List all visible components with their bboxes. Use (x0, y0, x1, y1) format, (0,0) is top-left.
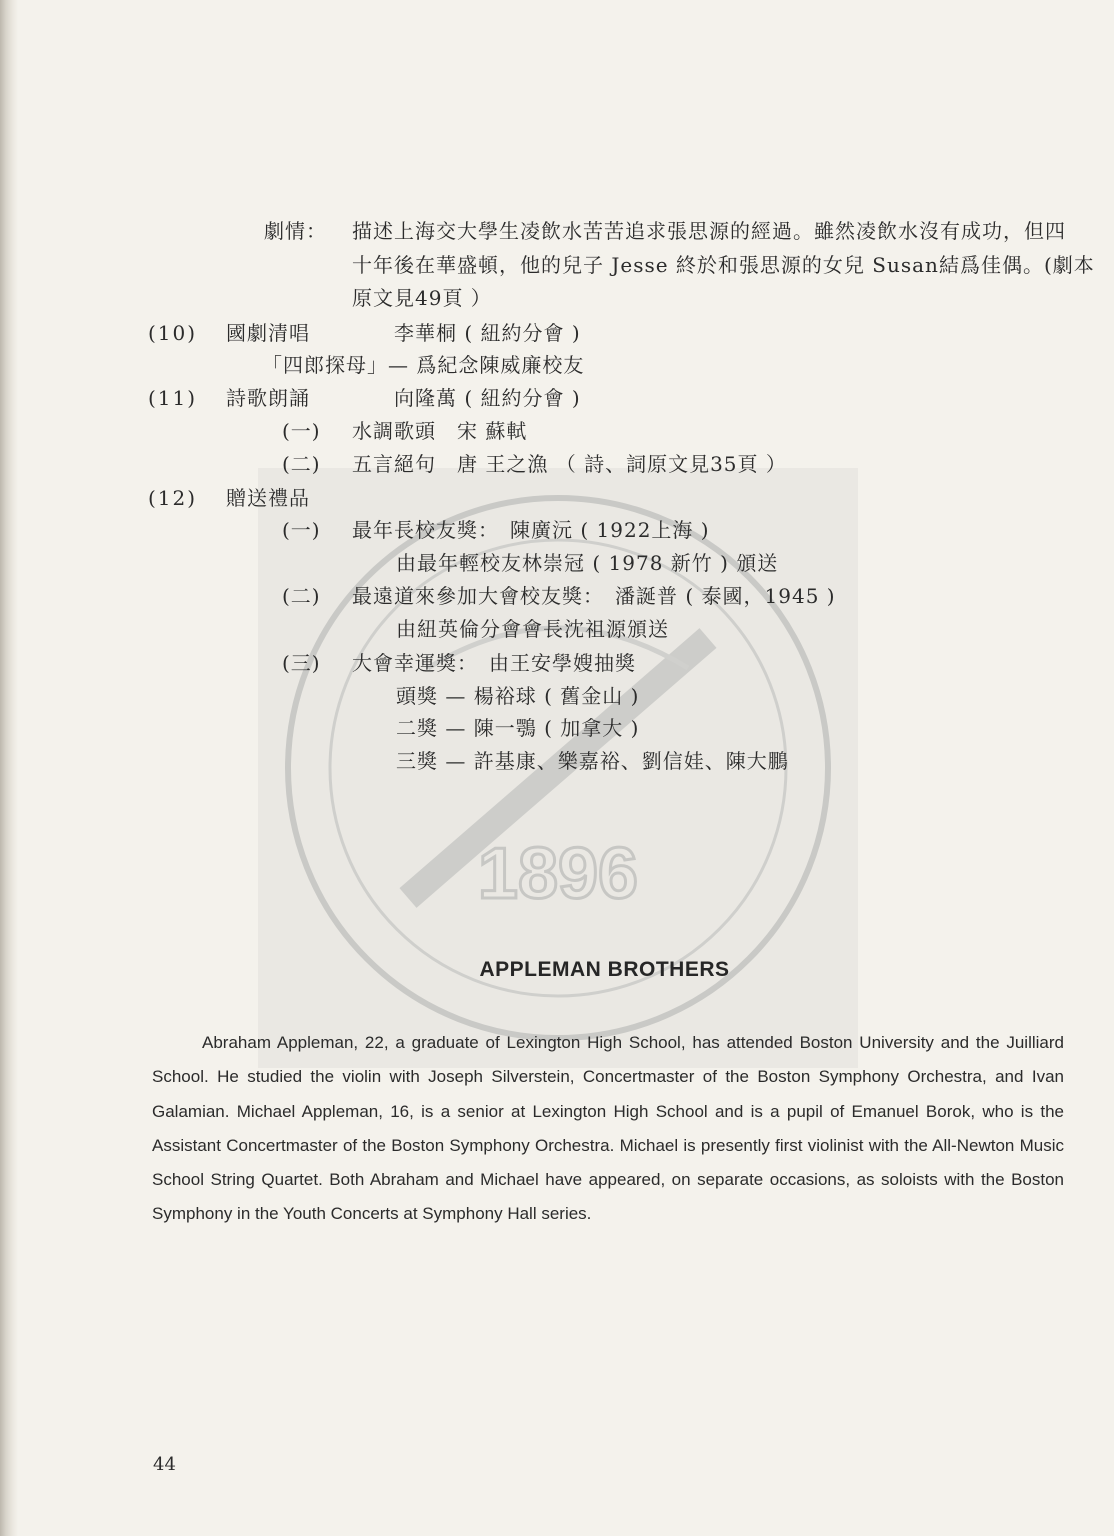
biography-paragraph (152, 1026, 1064, 1232)
item-11-sub-2-marker: (二) (282, 452, 321, 476)
synopsis-line-3: 原文見49頁 ） (352, 286, 492, 310)
synopsis-line-1: 描述上海交大學生凌飲水苦苦追求張思源的經過。雖然凌飲水沒有成功，但四 (352, 219, 1066, 243)
item-12-sub-2-text: 最遠道來參加大會校友獎： 潘誕普 ( 泰國，1945 ) (352, 584, 836, 608)
item-11-sub-2-text: 五言絕句 唐 王之漁 （ 詩、詞原文見35頁 ） (352, 452, 787, 476)
item-11-sub-1-marker: (一) (282, 419, 321, 443)
item-11-title: 詩歌朗誦 (226, 386, 310, 410)
item-12-sub-1-marker: (一) (282, 518, 321, 542)
synopsis-label: 劇情： (264, 219, 327, 243)
item-12-title: 贈送禮品 (226, 486, 310, 510)
item-12-sub-2-detail: 由紐英倫分會會長沈祖源頒送 (396, 617, 669, 641)
item-11-number: (11) (148, 386, 198, 410)
item-12-sub-1-detail: 由最年輕校友林崇冠 ( 1978 新竹 ) 頒送 (396, 551, 779, 575)
prize-first: 頭獎 — 楊裕球 ( 舊金山 ) (396, 684, 640, 708)
page-number: 44 (153, 1454, 176, 1475)
item-12-sub-3-marker: (三) (282, 651, 321, 675)
section-title: APPLEMAN BROTHERS (479, 958, 730, 981)
item-10-performer: 李華桐 ( 紐約分會 ) (394, 321, 581, 345)
item-10-title: 國劇清唱 (226, 321, 310, 345)
item-11-performer: 向隆萬 ( 紐約分會 ) (394, 386, 581, 410)
item-12-sub-2-marker: (二) (282, 584, 321, 608)
item-10-number: (10) (148, 321, 198, 345)
item-10-subtitle: 「四郎探母」— 爲紀念陳威廉校友 (262, 353, 585, 377)
item-12-sub-3-text: 大會幸運獎： 由王安學嫂抽獎 (352, 651, 636, 675)
prize-third: 三獎 — 許基康、樂嘉裕、劉信娃、陳大鵬 (396, 749, 789, 773)
prize-second: 二獎 — 陳一鶚 ( 加拿大 ) (396, 716, 640, 740)
item-11-sub-1-text: 水調歌頭 宋 蘇軾 (352, 419, 528, 443)
biography-text: Abraham Appleman, 22, a graduate of Lexington High School, has attended Boston University and the Juilliard School. He studied the violin with Joseph Silverstein, Concertmaster of the Boston Symphony Orchestra, and Ivan Galamian. Michael Appleman, 16, is a senior at Lexington High School and is a pupil of Emanuel Borok, who is the Assistant Concertmaster of the Boston Symphony Orchestra. Michael is presently first violinist with the All-Newton Music School String Quartet. Both Abraham and Michael have appeared, on separate occasions, as soloists with the Boston Symphony in the Youth Concerts at Symphony Hall series. (152, 1033, 1064, 1224)
svg-text:1896: 1896 (477, 834, 639, 914)
book-binding-edge (0, 0, 18, 1536)
item-12-sub-1-text: 最年長校友獎： 陳廣沅 ( 1922上海 ) (352, 518, 710, 542)
item-12-number: (12) (148, 486, 198, 510)
synopsis-line-2: 十年後在華盛頓，他的兒子 Jesse 終於和張思源的女兒 Susan結爲佳偶。(劇本 (352, 253, 1095, 277)
